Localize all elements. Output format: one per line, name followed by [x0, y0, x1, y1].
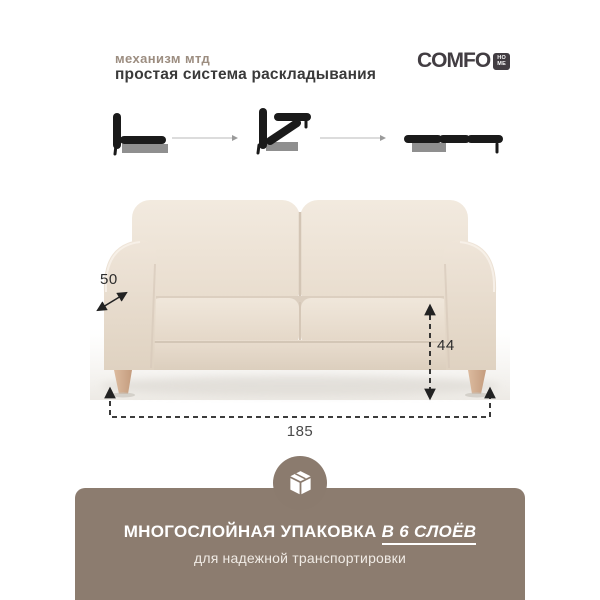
- step-arrow-icon: [170, 133, 240, 143]
- seat-height-dimension-value: 44: [437, 337, 455, 354]
- brand-logo: [417, 49, 510, 72]
- dimension-lines: [60, 270, 540, 435]
- brand-name: COMFO: [417, 49, 491, 72]
- packaging-badge: [273, 456, 327, 510]
- packaging-subtitle: для надежной транспортировки: [193, 550, 407, 566]
- mechanism-label: механизм мтд: [115, 51, 211, 66]
- brand-badge-line1: HO: [497, 55, 507, 61]
- depth-dimension-value: 50: [100, 271, 118, 288]
- sofa-folded-icon: [106, 112, 174, 160]
- brand-logo-badge: [493, 53, 510, 70]
- step-arrow-icon: [318, 133, 388, 143]
- packaging-title-text: МНОГОСЛОЙНАЯ УПАКОВКА: [123, 522, 377, 541]
- width-dimension-value: 185: [286, 423, 314, 440]
- sofa-unfolded-flat-icon: [398, 120, 510, 158]
- brand-badge-line2: ME: [497, 61, 507, 67]
- packaging-title-emphasis: В 6 СЛОЁВ: [382, 522, 477, 545]
- package-box-icon: [287, 470, 314, 497]
- page-title: простая система раскладывания: [115, 66, 377, 83]
- sofa-unfolding-icon: [250, 105, 314, 159]
- packaging-title: [75, 522, 525, 542]
